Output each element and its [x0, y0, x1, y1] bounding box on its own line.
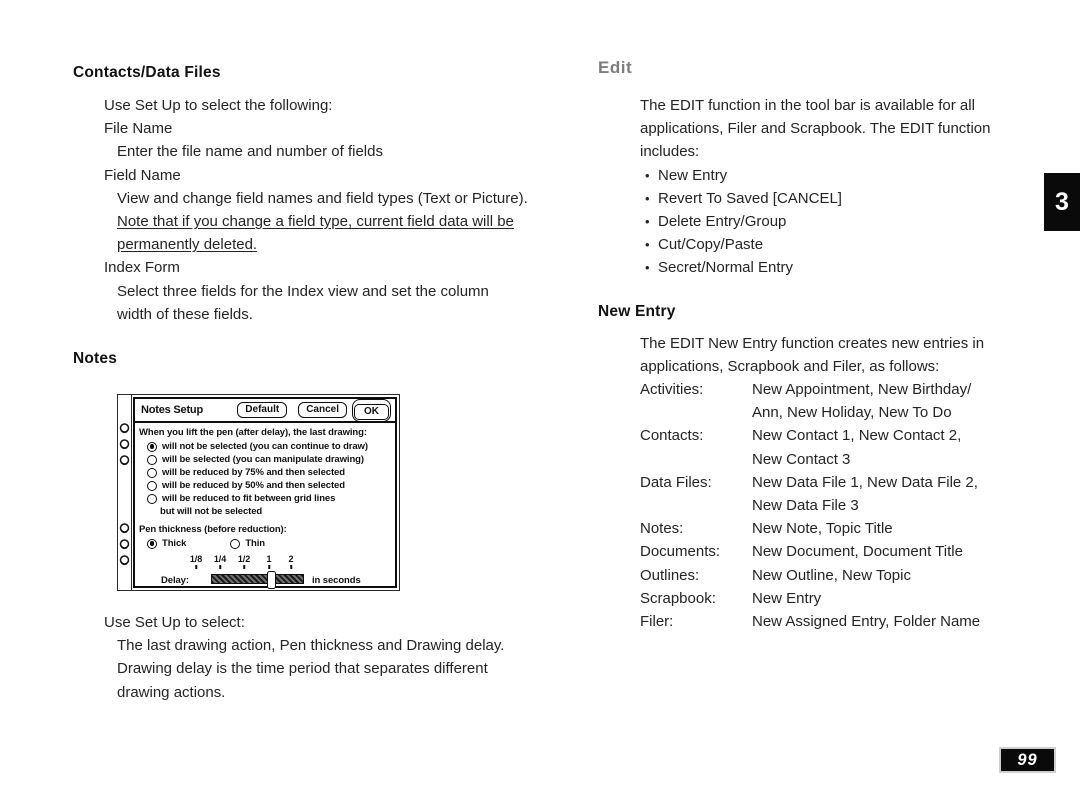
edit-function-item: • Delete Entry/Group [645, 210, 1038, 233]
section-heading-notes: Notes [73, 350, 118, 368]
edit-function-item: • Revert To Saved [CANCEL] [645, 187, 1038, 210]
desc-field-name-normal: View and change field names and field types (Text or Picture). [117, 189, 528, 207]
contacts-data-files-body [73, 94, 541, 326]
term-file-name: File Name [104, 120, 173, 138]
radio-option-reduced-50 [147, 479, 391, 492]
ok-button: OK [354, 404, 389, 420]
right-column [598, 58, 1038, 633]
row-label: Outlines: [640, 566, 700, 584]
radio-on-icon [147, 539, 157, 549]
section-heading-contacts-data-files: Contacts/Data Files [73, 64, 221, 81]
radio-option-label: will not be selected (you can continue to draw) [162, 441, 368, 453]
delay-slider-track [211, 574, 304, 584]
radio-option-label: will be reduced by 75% and then selected [162, 467, 345, 479]
notes-setup-dialog [133, 397, 397, 588]
delay-slider-block [139, 553, 391, 595]
radio-option-continuation: but will not be selected [160, 506, 263, 518]
radio-option-not-selected [147, 440, 391, 453]
setup-intro-line: Use Set Up to select the following: [104, 97, 333, 114]
left-column [73, 64, 541, 704]
term-field-name: Field Name [104, 166, 181, 184]
notes-setup-intro: Use Set Up to select: [104, 614, 245, 632]
row-value-line: New Data File 1, New Data File 2, [752, 473, 978, 491]
pen-choice-thin [230, 537, 265, 550]
radio-option-label: will be reduced by 50% and then selected [162, 480, 345, 492]
page-number-badge: 99 [999, 747, 1056, 773]
delay-unit-label: in seconds [312, 575, 361, 587]
radio-off-icon [147, 455, 157, 465]
radio-off-icon [147, 468, 157, 478]
chapter-tab: 3 [1044, 173, 1080, 231]
ok-button-frame [352, 399, 391, 422]
row-value: New Entry [752, 589, 822, 607]
dialog-content [135, 423, 395, 595]
pen-choice-label: Thick [162, 538, 187, 550]
new-entry-table [640, 378, 1038, 633]
row-label: Notes: [640, 520, 684, 538]
desc-field-name [117, 187, 531, 257]
edit-function-list [645, 164, 1038, 280]
radio-on-icon [147, 442, 157, 452]
row-value [752, 378, 1038, 424]
table-row [640, 378, 1038, 424]
tick-mark [268, 565, 270, 569]
row-value: New Document, Document Title [752, 543, 963, 561]
row-value-line: New Data File 3 [752, 497, 859, 515]
tick-mark [219, 565, 221, 569]
radio-option-selected [147, 453, 391, 466]
default-button: Default [237, 402, 287, 418]
table-row [640, 587, 1038, 610]
row-label: Contacts: [640, 427, 704, 445]
edit-function-item: • Secret/Normal Entry [645, 256, 1038, 279]
pen-choice-thick [147, 537, 186, 550]
edit-function-item: • New Entry [645, 164, 1038, 187]
row-value-line: New Contact 3 [752, 450, 851, 468]
row-value-line: New Contact 1, New Contact 2, [752, 427, 962, 445]
row-value-line: Ann, New Holiday, New To Do [752, 404, 952, 422]
tick-mark [290, 565, 292, 569]
row-value [752, 424, 1038, 470]
tick-label: 1 [266, 554, 272, 565]
pen-thickness-label: Pen thickness (before reduction): [139, 524, 287, 536]
radio-off-icon [147, 494, 157, 504]
table-row [640, 610, 1038, 633]
table-row [640, 424, 1038, 470]
new-entry-body: The EDIT New Entry function creates new entries in applications, Scrapbook and Filer, as follows: [640, 334, 985, 375]
dialog-titlebar [135, 399, 395, 423]
spiral-binding-strip [118, 395, 132, 590]
notes-setup-body: The last drawing action, Pen thickness and Drawing delay. Drawing delay is the time period that separates different drawing actions. [117, 637, 505, 701]
desc-index-form: Select three fields for the Index view and set the column width of these fields. [117, 282, 489, 323]
row-value [752, 471, 1038, 517]
delay-slider-thumb [267, 571, 276, 589]
desc-file-name: Enter the file name and number of fields [117, 143, 383, 161]
tick-label: 1/2 [237, 554, 251, 565]
row-label: Data Files: [640, 473, 712, 491]
tick-mark [195, 565, 197, 569]
row-value-line: New Appointment, New Birthday/ [752, 381, 972, 399]
tick-label: 1/4 [213, 554, 227, 565]
table-row [640, 471, 1038, 517]
table-row [640, 540, 1038, 563]
desc-field-name-warning: Note that if you change a field type, current field data will be permanently deleted. [117, 213, 514, 254]
row-label: Activities: [640, 381, 704, 399]
tick-label: 1/8 [189, 554, 203, 565]
radio-option-label: will be selected (you can manipulate drawing) [162, 454, 364, 466]
spiral-binding-icon [118, 421, 131, 471]
edit-function-item: • Cut/Copy/Paste [645, 233, 1038, 256]
radio-option-label: will be reduced to fit between grid lines [162, 493, 336, 505]
radio-option-reduced-75 [147, 466, 391, 479]
table-row [640, 517, 1038, 540]
dialog-title: Notes Setup [141, 404, 203, 417]
table-row [640, 564, 1038, 587]
radio-off-icon [230, 539, 240, 549]
dialog-prompt: When you lift the pen (after delay), the last drawing: [139, 427, 367, 439]
row-label: Filer: [640, 613, 674, 631]
radio-off-icon [147, 481, 157, 491]
row-value: New Assigned Entry, Folder Name [752, 613, 981, 631]
section-heading-new-entry: New Entry [598, 302, 676, 320]
cancel-button: Cancel [298, 402, 347, 418]
section-heading-edit: Edit [598, 58, 633, 77]
notes-setup-description [73, 611, 541, 704]
tick-label: 2 [288, 554, 294, 565]
tick-mark [243, 565, 245, 569]
edit-body: The EDIT function in the tool bar is available for all applications, Filer and Scrapbook. The EDIT function includes: [640, 97, 991, 161]
row-label: Scrapbook: [640, 589, 716, 607]
row-label: Documents: [640, 543, 721, 561]
delay-label: Delay: [161, 575, 189, 587]
row-value: New Note, Topic Title [752, 520, 893, 538]
radio-option-fit-grid [147, 492, 391, 505]
row-value: New Outline, New Topic [752, 566, 911, 584]
pen-thickness-choices [147, 537, 391, 550]
pen-choice-label: Thin [245, 538, 265, 550]
notes-setup-screenshot [117, 394, 400, 591]
spiral-binding-icon [118, 521, 131, 571]
term-index-form: Index Form [104, 259, 180, 277]
